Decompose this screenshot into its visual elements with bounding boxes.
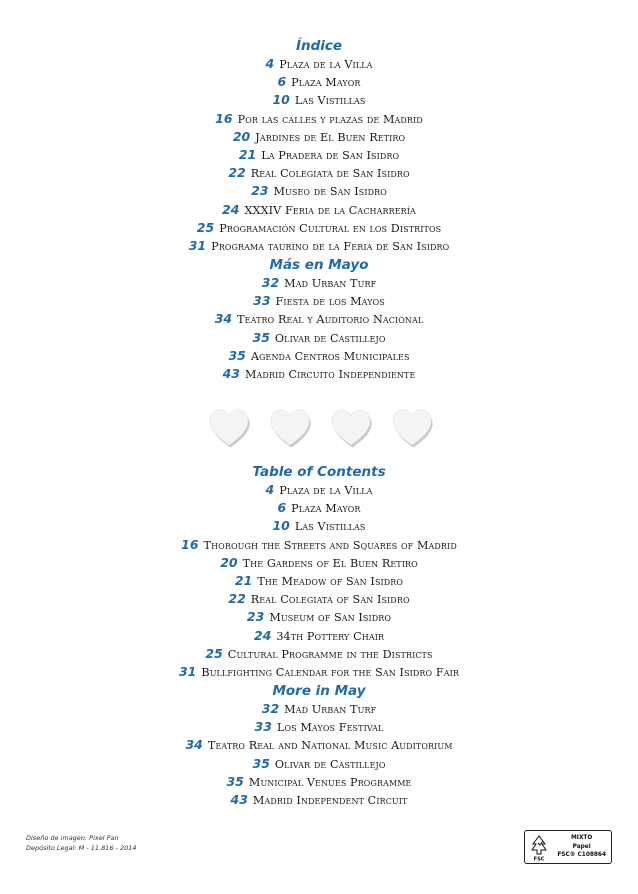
toc-entry [0,164,638,182]
page-number: 33 [253,293,271,309]
entry-title: Teatro Real and National Music Auditorium [207,739,453,753]
page-number: 34 [214,311,233,327]
page-number: 31 [188,237,207,253]
page-number: 35 [252,329,270,345]
toc-entry [0,237,638,255]
entry-title: Las Vistillas [294,520,366,534]
toc-entry [0,55,638,73]
toc-entry [0,274,638,292]
toc-entry [0,517,638,535]
fsc-label [524,830,612,864]
page-number: 10 [272,92,290,108]
toc-entry [0,219,638,237]
entry-title: Programa taurino de la Feria de San Isidro [211,239,450,253]
design-credit: Diseño de imagen: Pixel Pan [26,834,119,842]
entry-title: Fiesta de los Mayos [275,295,385,309]
toc-entry [0,791,638,809]
toc-entry [0,91,638,109]
entry-title: Real Colegiata of San Isidro [250,593,410,607]
page-number: 10 [272,518,290,534]
english-index [0,464,638,809]
page-number: 20 [232,128,251,144]
fsc-tree-icon [529,834,549,862]
toc-entry [0,645,638,663]
page-number: 4 [265,56,275,71]
fsc-paper: Papel [572,843,591,850]
entry-title: Teatro Real y Auditorio Nacional [237,313,424,327]
page-number: 34 [185,737,203,753]
page-number: 22 [228,165,246,181]
entry-title: Jardines de El Buen Retiro [255,130,406,144]
toc-entry [0,755,638,773]
toc-entry [0,146,638,164]
page-number: 24 [253,627,272,643]
toc-entry [0,627,638,645]
table-of-contents-heading: Table of Contents [252,464,386,480]
entry-title: The Meadow of San Isidro [257,574,404,588]
fsc-logo-text: FSC [533,856,545,862]
more-in-may-heading-es: Más en Mayo [269,257,369,274]
page-number: 25 [196,219,215,235]
page-number: 16 [181,536,199,552]
toc-entry [0,481,638,499]
entry-title: Thorough the Streets and Squares of Madrid [203,538,457,552]
entry-title: Mad Urban Turf [284,703,377,717]
toc-entry [0,110,638,128]
more-entry-list-en [0,700,638,809]
page-number: 6 [277,74,287,90]
entry-title: La Pradera de San Isidro [261,148,400,162]
entry-title: Municipal Venues Programme [248,775,412,789]
fsc-mix: MIXTO [571,835,593,841]
page-number: 35 [228,347,246,363]
page-number: 23 [251,183,269,199]
more-entry-list-es [0,274,638,383]
heart-icon [206,404,252,450]
index-entry-list [0,55,638,255]
entry-title: Plaza Mayor [291,76,361,90]
page-number: 32 [261,701,280,717]
page-number: 25 [205,645,223,661]
page-number: 43 [230,792,248,807]
entry-title: XXXIV Feria de la Cacharrería [244,203,416,217]
page-number: 31 [178,663,197,679]
toc-entry [0,773,638,791]
entry-title: Cultural Programme in the Districts [227,647,433,661]
legal-deposit: Depósito Legal: M - 11.816 - 2014 [26,844,137,852]
entry-title: Plaza de la Villa [279,58,373,71]
toc-entry [0,128,638,146]
toc-entry [0,73,638,91]
page-number: 33 [254,719,272,735]
page-number: 6 [277,500,287,516]
toc-entry [0,572,638,590]
hearts-divider [0,404,638,452]
contents-entry-list [0,481,638,681]
page-number: 35 [252,755,270,771]
page-number: 23 [246,609,265,625]
more-in-may-heading-en: More in May [272,683,366,700]
entry-title: Mad Urban Turf [284,277,377,291]
entry-title: Los Mayos Festival [276,721,384,735]
toc-entry [0,365,638,383]
page-number: 21 [234,572,253,588]
entry-title: Museum of San Isidro [269,611,392,625]
index-heading: Índice [295,38,343,54]
toc-entry [0,736,638,754]
toc-entry [0,499,638,517]
entry-title: 34th Pottery Chair [276,629,385,643]
toc-entry [0,329,638,347]
entry-title: Plaza Mayor [291,502,361,516]
heart-icon [389,404,435,450]
toc-entry [0,182,638,200]
entry-title: Madrid Circuito Independiente [245,368,416,381]
toc-entry [0,536,638,554]
toc-entry [0,590,638,608]
entry-title: Madrid Independent Circuit [252,794,408,807]
entry-title: Por las calles y plazas de Madrid [237,112,423,126]
toc-entry [0,700,638,718]
toc-entry [0,292,638,310]
toc-entry [0,663,638,681]
entry-title: Bullfighting Calendar for the San Isidro Fair [201,665,459,679]
footer-credits [26,833,137,853]
page-number: 4 [265,482,275,497]
page-number: 32 [261,275,280,291]
entry-title: Plaza de la Villa [279,484,373,497]
page-number: 43 [222,366,240,381]
page-number: 16 [215,110,233,126]
toc-entry [0,608,638,626]
entry-title: Programación Cultural en los Distritos [219,221,442,235]
spanish-index [0,38,638,383]
entry-title: Olivar de Castillejo [274,757,386,771]
page-number: 24 [222,201,240,217]
page-number: 35 [226,773,244,789]
entry-title: Real Colegiata de San Isidro [250,167,410,181]
entry-title: The Gardens of El Buen Retiro [242,556,418,570]
heart-icon [267,404,313,450]
entry-title: Olivar de Castillejo [274,331,386,345]
heart-icon [328,404,374,450]
page-number: 20 [220,554,238,570]
entry-title: Agenda Centros Municipales [250,349,410,363]
page-number: 21 [238,146,257,162]
fsc-code: FSC® C108864 [557,852,606,858]
toc-entry [0,201,638,219]
page-number: 22 [228,591,246,607]
entry-title: Museo de San Isidro [273,185,387,199]
toc-entry [0,718,638,736]
toc-entry [0,347,638,365]
toc-entry [0,310,638,328]
toc-entry [0,554,638,572]
entry-title: Las Vistillas [294,94,366,108]
